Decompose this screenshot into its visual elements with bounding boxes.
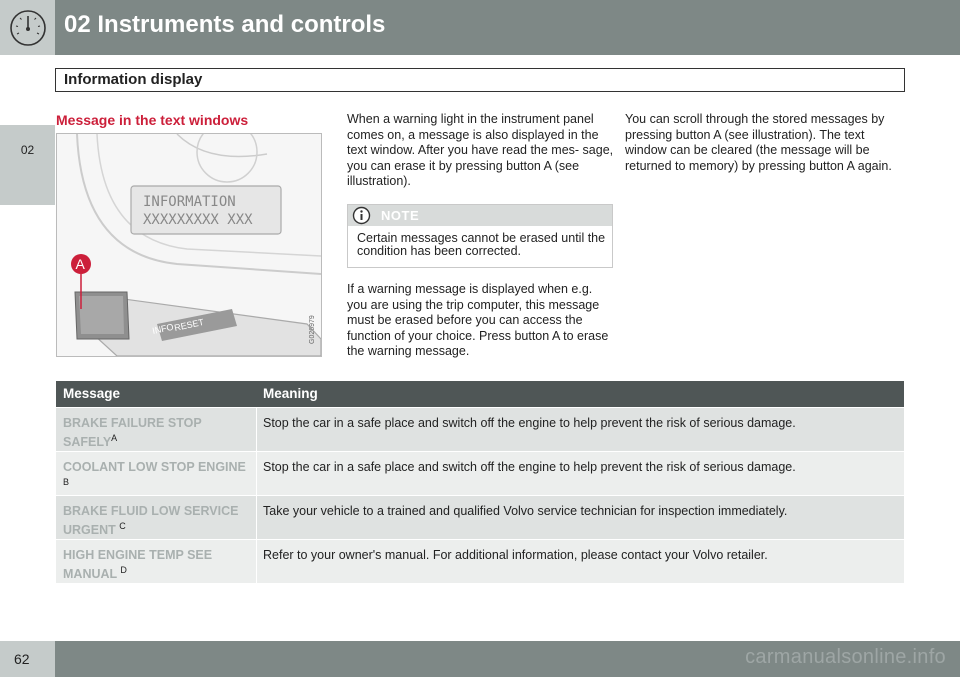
chapter-number: 02 — [20, 143, 35, 157]
watermark-text: carmanualsonline.info — [745, 646, 946, 668]
body-paragraph: If a warning message is displayed when e.g. you are using the trip computer, this message must be erased before you can access the function of your choice. Press button A to erase the warning message. — [347, 282, 609, 358]
info-icon — [352, 206, 371, 225]
illustration-drawing — [57, 134, 321, 356]
illustration-code: G026979 — [309, 315, 316, 344]
footnote-marker: C — [119, 521, 126, 531]
message-heading: Message in the text windows — [56, 112, 249, 128]
display-text-line1: INFORMATION — [143, 194, 236, 210]
column-header-message: Message — [63, 386, 121, 401]
meaning-cell: Take your vehicle to a trained and qualified Volvo service technician for inspection immediately. — [263, 504, 788, 518]
meaning-cell: Stop the car in a safe place and switch off the engine to help prevent the risk of serious damage. — [263, 460, 796, 474]
table-row — [56, 451, 904, 495]
message-text: HIGH ENGINE TEMP SEE MANUAL — [63, 548, 213, 582]
table-header — [56, 381, 904, 407]
cell-divider — [256, 540, 257, 583]
section-title-bar — [55, 68, 905, 92]
body-paragraph: When a warning light in the instrument panel comes on, a message is also displayed in the text window. After you have read the mes- sage, you can erase it by pressing button A (see illustration). — [347, 112, 614, 188]
note-title: NOTE — [381, 208, 420, 223]
gauge-icon — [8, 8, 48, 48]
footer-page-box — [0, 641, 55, 677]
column-header-meaning: Meaning — [263, 386, 318, 401]
body-paragraph: You can scroll through the stored messages by pressing button A (see illustration). The text window can be cleared (the message will be returned to memory) by pressing button A again. — [625, 112, 892, 173]
footnote-marker: B — [63, 477, 70, 487]
messages-table — [56, 381, 904, 583]
cell-divider — [256, 452, 257, 495]
page-footer — [0, 641, 960, 677]
message-cell — [63, 416, 248, 450]
message-cell — [63, 548, 248, 582]
stalk-reset-label: RESET — [173, 316, 205, 333]
stalk-illustration — [56, 133, 322, 357]
cell-divider — [256, 408, 257, 451]
section-title: Information display — [64, 71, 203, 88]
header-icon-box — [0, 0, 55, 55]
table-row — [56, 539, 904, 583]
chapter-title: 02 Instruments and controls — [64, 11, 386, 38]
footnote-marker: A — [111, 433, 118, 443]
meaning-cell: Stop the car in a safe place and switch off the engine to help prevent the risk of serious damage. — [263, 416, 796, 430]
table-row — [56, 495, 904, 539]
message-text: BRAKE FLUID LOW SERVICE URGENT — [63, 504, 239, 538]
note-text: Certain messages cannot be erased until the condition has been corrected. — [357, 231, 606, 258]
table-row — [56, 407, 904, 451]
note-box — [347, 204, 613, 268]
callout-a-label: A — [75, 256, 85, 272]
message-cell — [63, 460, 248, 494]
chapter-side-tab — [0, 125, 55, 205]
meaning-cell: Refer to your owner's manual. For additional information, please contact your Volvo retailer. — [263, 548, 768, 562]
message-text: COOLANT LOW STOP ENGINE — [63, 460, 246, 474]
cell-divider — [256, 496, 257, 539]
message-cell — [63, 504, 248, 538]
page-header — [0, 0, 960, 55]
page-number: 62 — [14, 651, 30, 667]
stalk-info-label: INFO — [151, 321, 175, 336]
note-header — [348, 205, 612, 226]
display-text-line2: XXXXXXXXX XXX — [143, 212, 253, 228]
message-text: BRAKE FAILURE STOP SAFELY — [63, 416, 202, 450]
footnote-marker: D — [120, 565, 127, 575]
